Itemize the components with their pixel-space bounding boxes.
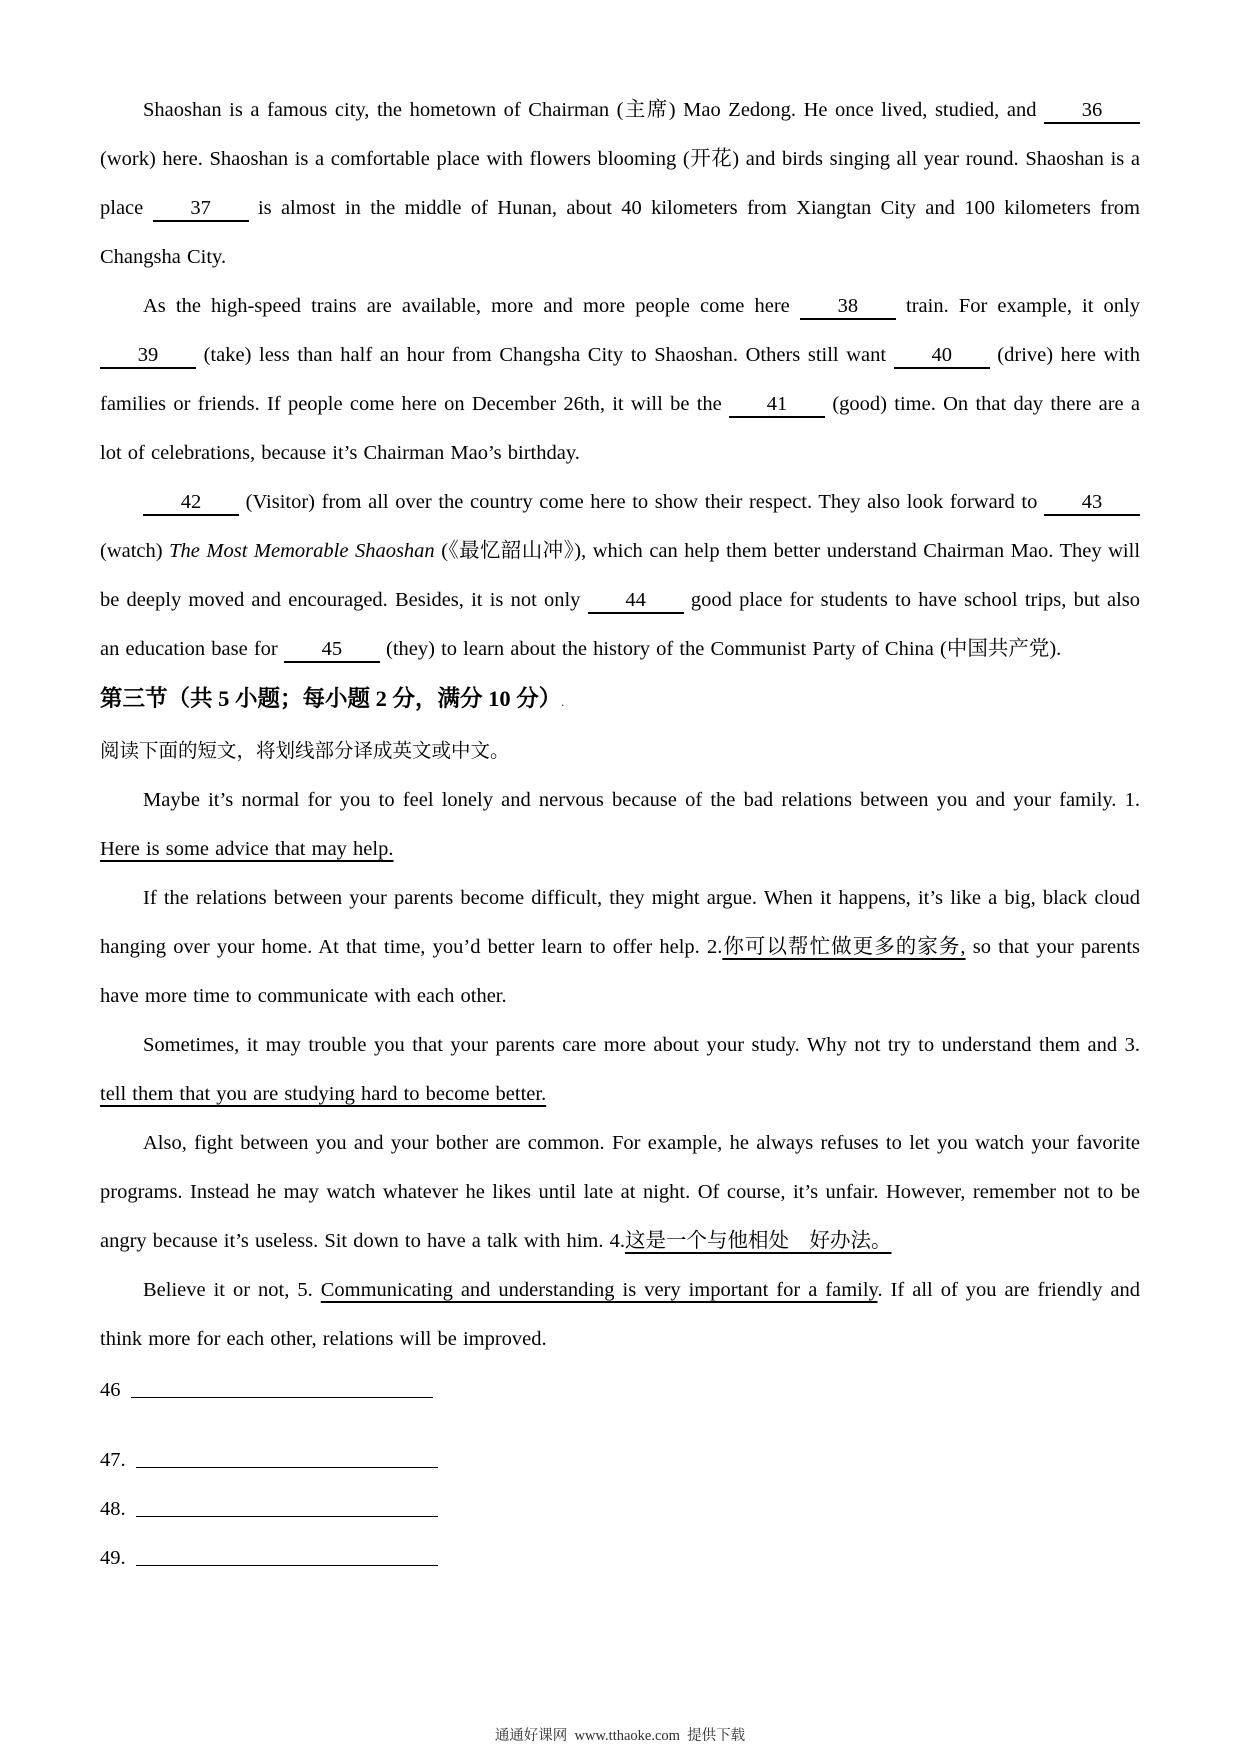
answer-blank-line <box>136 1547 438 1566</box>
text-run: (watch) <box>100 540 163 562</box>
underlined-sentence-4: 这是一个与他相处 好办法。 <box>624 1230 892 1252</box>
answer-blank-line <box>131 1379 433 1398</box>
answer-row-49 <box>100 1534 1140 1583</box>
book-title-italic: The Most Memorable Shaoshan <box>169 540 435 562</box>
text-run: (take) less than half an hour from Changsha City to Shaoshan. Others still want <box>203 344 887 366</box>
blank-38-field: 38 <box>800 294 896 320</box>
answer-blank-line <box>136 1498 438 1517</box>
answer-number: 46 <box>100 1379 121 1401</box>
section-3-instruction <box>100 727 1140 776</box>
text-run: As the high-speed trains are available, more and more people come here <box>143 295 790 317</box>
answer-number: 48. <box>100 1498 126 1520</box>
section-3-heading <box>100 674 1140 727</box>
text-run: train. For example, it only <box>906 295 1140 317</box>
text-run: If the relations between your parents become difficult, they might argue. When it happens, it’s like a big, black cloud hanging over your home. At that time, you’d better learn to offer help. 2. <box>100 887 1140 958</box>
shaoshan-paragraph-3 <box>100 478 1140 674</box>
blank-44-field: 44 <box>588 588 684 614</box>
text-run: Maybe it’s normal for you to feel lonely and nervous because of the bad relations between you and your family. 1. <box>143 789 1140 811</box>
footer-text: 通通好课网 www.tthaoke.com 提供下载 <box>494 1728 746 1744</box>
text-run: Also, fight between you and your bother are common. For example, he always refuses to let you watch your favorite programs. Instead he may watch whatever he likes until late at night. Of course, it’s unfair. However, remember not to be angry because it’s useless. Sit down to have a talk with him. 4. <box>100 1132 1140 1252</box>
blank-40-field: 40 <box>894 343 990 369</box>
underlined-sentence-2: 你可以帮忙做更多的家务, <box>722 936 966 958</box>
answer-row-48 <box>100 1485 1140 1534</box>
text-run: good place for students to have school trips, but also an education base for <box>100 589 1141 660</box>
underlined-sentence-5: Communicating and understanding is very important for a family <box>320 1279 878 1301</box>
answer-row-46 <box>100 1366 1140 1415</box>
heading-trailing-mark: . <box>561 695 565 709</box>
answer-row-47 <box>100 1436 1140 1485</box>
text-run: (Visitor) from all over the country come here to show their respect. They also look forward to <box>245 491 1038 513</box>
text-run: (they) to learn about the history of the Communist Party of China (中国共产党). <box>386 638 1062 660</box>
translation-paragraph-2 <box>100 874 1140 1021</box>
text-run: (work) here. Shaoshan is a comfortable place with flowers blooming (开花) and birds singing all year round. Shaoshan is a place <box>100 148 1140 219</box>
section-heading-text: 第三节（共 5 小题；每小题 2 分，满分 10 分） <box>100 686 562 711</box>
shaoshan-paragraph-1 <box>100 86 1140 282</box>
instruction-text: 阅读下面的短文，将划线部分译成英文或中文。 <box>100 741 510 762</box>
translation-paragraph-1 <box>100 776 1140 874</box>
blank-36-field: 36 <box>1044 98 1140 124</box>
text-run: (《最忆韶山冲》), which can help them better understand Chairman Mao. They will be deeply moved and encouraged. Besides, it is not only <box>100 540 1141 611</box>
text-run: is almost in the middle of Hunan, about 40 kilometers from Xiangtan City and 100 kilometers from Changsha City. <box>100 197 1141 268</box>
blank-43-field: 43 <box>1044 490 1140 516</box>
answer-section <box>100 1366 1140 1583</box>
answer-blank-line <box>136 1449 438 1468</box>
text-run: Believe it or not, 5. <box>143 1279 313 1301</box>
answer-number: 47. <box>100 1449 126 1471</box>
blank-41-field: 41 <box>729 392 825 418</box>
text-run: Sometimes, it may trouble you that your parents care more about your study. Why not try to understand them and 3. <box>143 1034 1140 1056</box>
text-run: so that your parents have more time to communicate with each other. <box>100 936 1141 1007</box>
underlined-sentence-1: Here is some advice that may help. <box>100 838 394 860</box>
page-footer <box>0 1724 1240 1745</box>
text-run: . If all of you are friendly and think more for each other, relations will be improved. <box>100 1279 1140 1350</box>
blank-42-field: 42 <box>143 490 239 516</box>
text-run: (drive) here with families or friends. If people come here on December 26th, it will be the <box>100 344 1141 415</box>
blank-45-field: 45 <box>284 637 380 663</box>
blank-39-field: 39 <box>100 343 196 369</box>
text-run: (good) time. On that day there are a lot of celebrations, because it’s Chairman Mao’s birthday. <box>100 393 1140 464</box>
translation-paragraph-5 <box>100 1266 1140 1364</box>
translation-paragraph-4 <box>100 1119 1140 1266</box>
translation-paragraph-3 <box>100 1021 1140 1119</box>
answer-number: 49. <box>100 1547 126 1569</box>
shaoshan-paragraph-2 <box>100 282 1140 478</box>
underlined-sentence-3: tell them that you are studying hard to become better. <box>100 1083 547 1105</box>
text-run: Shaoshan is a famous city, the hometown of Chairman (主席) Mao Zedong. He once lived, studied, and <box>143 99 1037 121</box>
blank-37-field: 37 <box>153 196 249 222</box>
